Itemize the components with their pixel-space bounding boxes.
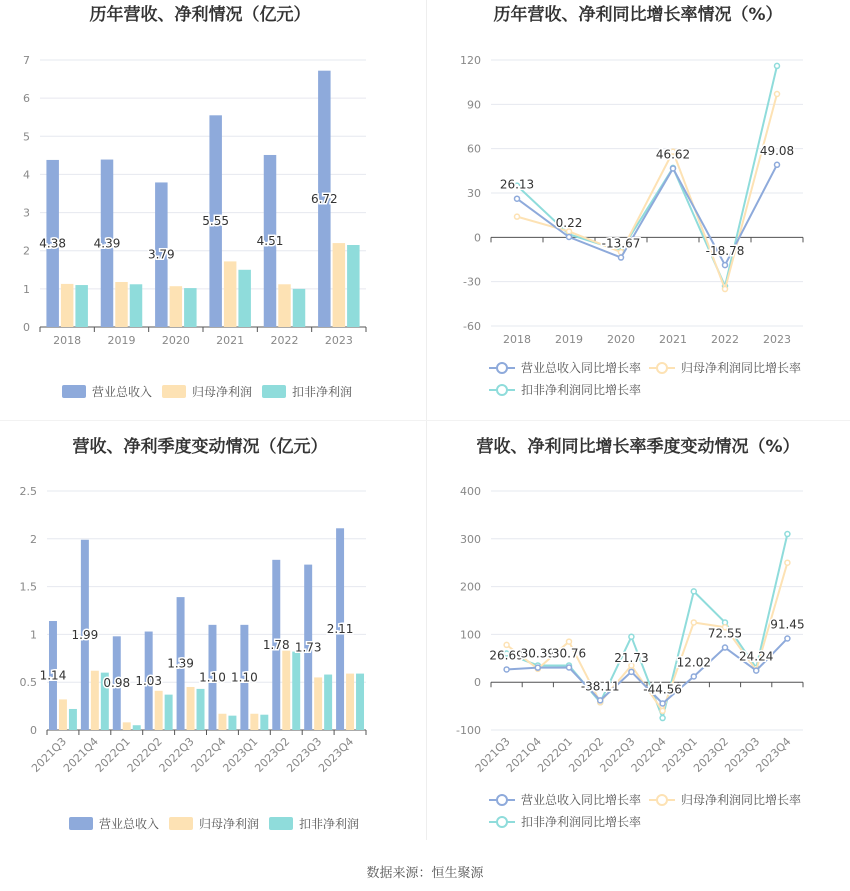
bar-deducted-profit xyxy=(130,284,142,327)
point-revenue xyxy=(723,263,728,268)
point-revenue xyxy=(775,162,780,167)
x-tick-label: 2022 xyxy=(270,334,299,347)
x-tick-label: 2019 xyxy=(555,333,583,346)
bar-deducted-profit xyxy=(228,716,236,730)
x-tick-label: 2023Q1 xyxy=(659,734,700,775)
y-tick-label: 0 xyxy=(23,321,30,334)
y-tick-label: 0 xyxy=(474,676,481,690)
chart-title: 营收、净利同比增长率季度变动情况（%） xyxy=(476,437,800,457)
y-tick-label: 1 xyxy=(30,628,37,642)
point-revenue xyxy=(567,665,572,670)
y-tick-label: 400 xyxy=(460,485,481,498)
point-revenue xyxy=(660,701,665,706)
data-label: 1.73 xyxy=(294,640,322,655)
y-tick-label: 90 xyxy=(467,98,481,112)
data-label: 26.13 xyxy=(499,177,535,192)
data-label: 1.03 xyxy=(135,673,163,688)
x-tick-label: 2022Q3 xyxy=(597,734,638,775)
chart-title: 历年营收、净利情况（亿元） xyxy=(89,5,311,25)
point-revenue xyxy=(598,698,603,703)
x-tick-label: 2023 xyxy=(763,333,791,346)
data-label: 30.76 xyxy=(551,646,587,661)
legend-swatch xyxy=(69,817,93,830)
data-label: 0.22 xyxy=(555,216,583,231)
data-label: 91.45 xyxy=(770,617,805,632)
bar-net-profit xyxy=(218,714,226,730)
x-tick-label: 2022Q3 xyxy=(156,734,197,775)
legend-swatch-marker xyxy=(497,817,507,827)
data-label: 1.99 xyxy=(71,627,99,642)
data-label: 1.78 xyxy=(262,637,290,652)
data-label: 5.55 xyxy=(202,214,230,229)
data-label: 30.39 xyxy=(520,646,555,661)
bar-deducted-profit xyxy=(347,245,359,327)
point-deducted-profit xyxy=(691,589,696,594)
legend-label: 营业总收入 xyxy=(99,817,160,831)
legend-label: 营业总收入 xyxy=(92,385,153,399)
annual-line-chart xyxy=(460,4,803,397)
legend-swatch-marker xyxy=(657,363,667,373)
data-label: 24.24 xyxy=(739,649,774,664)
x-tick-label: 2023Q3 xyxy=(722,734,763,775)
legend-swatch xyxy=(62,385,86,398)
x-tick-label: 2022Q4 xyxy=(628,734,669,775)
quarter-bar-chart xyxy=(20,436,367,831)
x-tick-label: 2020 xyxy=(161,334,190,347)
y-tick-label: 2 xyxy=(23,244,30,258)
bar-deducted-profit xyxy=(238,270,250,327)
annual-bar-chart xyxy=(23,4,366,399)
y-tick-label: -100 xyxy=(456,724,481,737)
bar-net-profit xyxy=(155,691,163,730)
data-label: -38.11 xyxy=(580,679,620,694)
bar-net-profit xyxy=(346,674,354,730)
data-label: 26.69 xyxy=(489,648,524,663)
y-tick-label: -30 xyxy=(463,275,481,289)
bar-net-profit xyxy=(278,284,290,327)
legend-swatch xyxy=(169,817,193,830)
x-tick-label: 2018 xyxy=(503,333,531,346)
x-tick-label: 2021 xyxy=(216,334,245,347)
chart-title: 历年营收、净利同比增长率情况（%） xyxy=(493,5,783,25)
bar-net-profit xyxy=(333,243,345,327)
legend-label: 扣非净利润同比增长率 xyxy=(521,815,642,829)
bar-net-profit xyxy=(282,651,290,730)
bar-deducted-profit xyxy=(184,288,196,327)
data-label: 21.73 xyxy=(614,650,649,665)
x-tick-label: 2020 xyxy=(607,333,635,346)
data-label: 4.38 xyxy=(39,236,67,251)
bar-deducted-profit xyxy=(356,674,364,730)
x-tick-label: 2023Q3 xyxy=(284,734,325,775)
y-tick-label: 100 xyxy=(460,628,481,642)
data-label: 1.10 xyxy=(199,670,226,685)
point-net-profit xyxy=(567,639,572,644)
y-tick-label: -60 xyxy=(463,320,481,333)
legend-swatch-marker xyxy=(497,385,507,395)
legend-swatch-marker xyxy=(497,363,507,373)
bar-deducted-profit xyxy=(260,715,268,730)
x-tick-label: 2018 xyxy=(53,334,82,347)
point-net-profit xyxy=(775,91,780,96)
data-label: 6.72 xyxy=(310,191,338,206)
y-tick-label: 30 xyxy=(467,187,481,200)
bar-net-profit xyxy=(91,671,99,730)
data-label: 1.10 xyxy=(231,670,258,685)
point-revenue xyxy=(691,674,696,679)
x-tick-label: 2021Q3 xyxy=(472,734,513,775)
data-label: 4.39 xyxy=(93,236,121,251)
point-net-profit xyxy=(504,642,509,647)
legend-label: 归母净利润 xyxy=(199,817,260,831)
legend-label: 扣非净利润同比增长率 xyxy=(521,383,642,397)
bar-net-profit xyxy=(115,282,127,327)
x-tick-label: 2022Q1 xyxy=(535,734,576,775)
y-tick-label: 1 xyxy=(23,282,30,296)
point-revenue xyxy=(535,665,540,670)
point-deducted-profit xyxy=(660,716,665,721)
legend-swatch-marker xyxy=(657,795,667,805)
y-tick-label: 120 xyxy=(460,54,481,67)
point-revenue xyxy=(567,235,572,240)
data-label: 1.14 xyxy=(39,668,67,683)
bar-net-profit xyxy=(170,286,182,327)
point-revenue xyxy=(671,166,676,171)
point-net-profit xyxy=(515,214,520,219)
data-label: -13.67 xyxy=(601,236,641,251)
point-revenue xyxy=(619,255,624,260)
data-label: 2.11 xyxy=(326,622,354,637)
x-tick-label: 2022Q1 xyxy=(92,734,133,775)
data-label: 46.62 xyxy=(655,147,691,162)
bar-deducted-profit xyxy=(293,289,305,327)
data-label: 49.08 xyxy=(759,143,795,158)
x-tick-label: 2023Q1 xyxy=(220,734,261,775)
data-label: 3.79 xyxy=(147,247,175,262)
x-tick-label: 2023Q4 xyxy=(753,734,794,775)
bar-net-profit xyxy=(59,699,67,730)
data-label: 72.55 xyxy=(707,626,743,641)
legend-label: 扣非净利润 xyxy=(292,385,353,399)
point-deducted-profit xyxy=(629,634,634,639)
legend-swatch xyxy=(269,817,293,830)
legend-label: 归母净利润同比增长率 xyxy=(681,361,802,375)
point-net-profit xyxy=(660,708,665,713)
y-tick-label: 7 xyxy=(23,54,30,67)
series-line-net-profit xyxy=(517,94,777,289)
bar-deducted-profit xyxy=(133,725,141,730)
legend-label: 营业总收入同比增长率 xyxy=(521,361,642,375)
data-source-note: 数据来源：恒生聚源 xyxy=(366,866,484,881)
bar-net-profit xyxy=(123,722,131,730)
point-deducted-profit xyxy=(785,532,790,537)
y-tick-label: 3 xyxy=(23,206,30,220)
data-label: -18.78 xyxy=(705,244,745,259)
point-revenue xyxy=(723,645,728,650)
bar-deducted-profit xyxy=(69,709,77,730)
x-tick-label: 2021Q4 xyxy=(503,734,544,775)
x-tick-label: 2022Q4 xyxy=(188,734,229,775)
legend-swatch-marker xyxy=(497,795,507,805)
legend-label: 归母净利润 xyxy=(192,385,253,399)
data-label: 1.39 xyxy=(167,656,194,671)
x-tick-label: 2022Q2 xyxy=(566,734,607,775)
bar-net-profit xyxy=(250,714,258,730)
quarter-line-chart xyxy=(456,436,805,829)
bar-net-profit xyxy=(187,687,195,730)
x-tick-label: 2021Q3 xyxy=(29,734,70,775)
x-tick-label: 2019 xyxy=(107,334,136,347)
x-tick-label: 2023Q2 xyxy=(252,734,293,775)
y-tick-label: 2.5 xyxy=(19,485,37,498)
legend-swatch xyxy=(262,385,286,398)
x-tick-label: 2023 xyxy=(324,334,353,347)
y-tick-label: 2 xyxy=(30,532,37,546)
point-revenue xyxy=(754,668,759,673)
point-revenue xyxy=(785,636,790,641)
data-label: 12.02 xyxy=(676,655,711,670)
y-tick-label: 6 xyxy=(23,92,30,106)
point-deducted-profit xyxy=(775,63,780,68)
legend-label: 扣非净利润 xyxy=(299,817,360,831)
y-tick-label: 0 xyxy=(30,724,37,737)
point-revenue xyxy=(629,669,634,674)
y-tick-label: 200 xyxy=(460,580,481,594)
x-tick-label: 2022 xyxy=(711,333,739,346)
y-tick-label: 0.5 xyxy=(19,676,37,690)
x-tick-label: 2021 xyxy=(659,333,687,346)
bar-net-profit xyxy=(224,261,236,327)
point-revenue xyxy=(515,196,520,201)
y-tick-label: 60 xyxy=(467,142,481,156)
x-tick-label: 2023Q2 xyxy=(691,734,732,775)
bar-deducted-profit xyxy=(197,689,205,730)
y-tick-label: 5 xyxy=(23,130,30,144)
bar-net-profit xyxy=(61,284,73,327)
y-tick-label: 0 xyxy=(474,231,481,245)
point-net-profit xyxy=(691,620,696,625)
y-tick-label: 1.5 xyxy=(19,580,37,594)
data-label: 0.98 xyxy=(103,676,131,691)
point-net-profit xyxy=(723,287,728,292)
horizontal-divider xyxy=(0,420,850,421)
bar-deducted-profit xyxy=(292,652,300,730)
bar-deducted-profit xyxy=(165,695,173,730)
legend-swatch xyxy=(162,385,186,398)
y-tick-label: 300 xyxy=(460,532,481,546)
x-tick-label: 2022Q2 xyxy=(124,734,165,775)
bar-deducted-profit xyxy=(324,675,332,730)
legend-label: 归母净利润同比增长率 xyxy=(681,793,802,807)
y-tick-label: 4 xyxy=(23,168,30,182)
data-label: -44.56 xyxy=(643,682,682,697)
bar-net-profit xyxy=(314,677,322,730)
data-label: 4.51 xyxy=(256,233,284,248)
legend-label: 营业总收入同比增长率 xyxy=(521,793,642,807)
x-tick-label: 2021Q4 xyxy=(60,734,101,775)
x-tick-label: 2023Q4 xyxy=(316,734,357,775)
bar-deducted-profit xyxy=(75,285,87,327)
chart-title: 营收、净利季度变动情况（亿元） xyxy=(72,437,328,457)
point-net-profit xyxy=(785,560,790,565)
point-revenue xyxy=(504,667,509,672)
